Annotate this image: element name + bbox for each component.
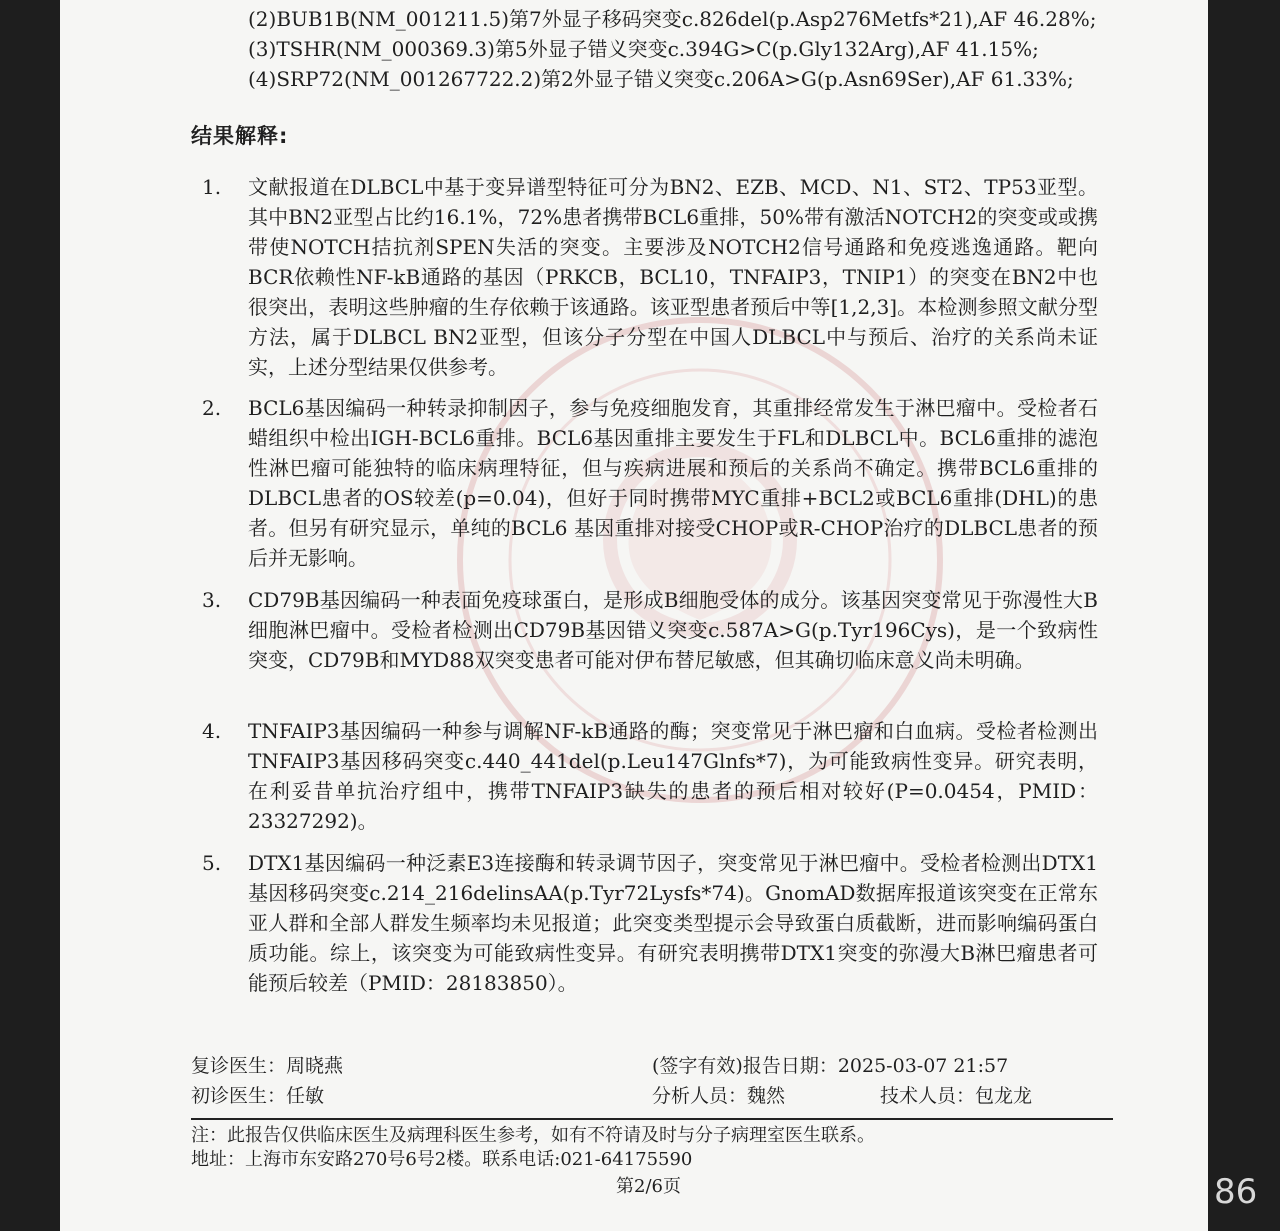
item-number: 1. — [202, 175, 222, 199]
review-doctor: 复诊医生：周晓燕 — [191, 1055, 344, 1077]
analyst: 分析人员：魏然 — [652, 1085, 786, 1107]
address-line: 地址：上海市东安路270号6号2楼。联系电话:021-64175590 — [191, 1149, 693, 1170]
variant-line-4: (4)SRP72(NM_001267722.2)第2外显子错义突变c.206A>G(p.Asn69Ser),AF 61.33%; — [248, 67, 1074, 91]
report-page — [60, 0, 1208, 1231]
item-number: 5. — [202, 851, 222, 875]
disclaimer-note: 注：此报告仅供临床医生及病理科医生参考，如有不符请及时与分子病理室医生联系。 — [191, 1125, 875, 1146]
report-date: (签字有效)报告日期：2025-03-07 21:57 — [652, 1055, 1009, 1077]
variant-line-2: (2)BUB1B(NM_001211.5)第7外显子移码突变c.826del(p.Asp276Metfs*21),AF 46.28%; — [248, 7, 1097, 31]
variant-line-3: (3)TSHR(NM_000369.3)第5外显子错义突变c.394G>C(p.Gly132Arg),AF 41.15%; — [248, 37, 1039, 61]
side-page-number: 86 — [1214, 1172, 1258, 1212]
initial-doctor: 初诊医生：任敏 — [191, 1085, 325, 1107]
item-number: 4. — [202, 719, 222, 743]
page-number: 第2/6页 — [616, 1176, 681, 1197]
section-title: 结果解释: — [191, 124, 289, 148]
item-number: 2. — [202, 396, 222, 420]
item-text: BCL6基因编码一种转录抑制因子，参与免疫细胞发育，其重排经常发生于淋巴瘤中。受检者石蜡组织中检出IGH-BCL6重排。BCL6基因重排主要发生于FL和DLBCL中。BCL6重排的滤泡性淋巴瘤可能独特的临床病理特征，但与疾病进展和预后的关系尚不确定。携带BCL6重排的DLBCL患者的OS较差(p=0.04)，但好于同时携带MYC重排+BCL2或BCL6重排(DHL)的患者。但另有研究显示，单纯的BCL6 基因重排对接受CHOP或R-CHOP治疗的DLBCL患者的预后并无影响。 — [248, 396, 1098, 570]
technician: 技术人员：包龙龙 — [880, 1085, 1033, 1107]
item-text: CD79B基因编码一种表面免疫球蛋白，是形成B细胞受体的成分。该基因突变常见于弥漫性大B细胞淋巴瘤中。受检者检测出CD79B基因错义突变c.587A>G(p.Tyr196Cys)，是一个致病性突变，CD79B和MYD88双突变患者可能对伊布替尼敏感，但其确切临床意义尚未明确。 — [248, 588, 1098, 672]
item-number: 3. — [202, 588, 222, 612]
item-text: DTX1基因编码一种泛素E3连接酶和转录调节因子，突变常见于淋巴瘤中。受检者检测出DTX1基因移码突变c.214_216delinsAA(p.Tyr72Lysfs*74)。GnomAD数据库报道该突变在正常东亚人群和全部人群发生频率均未见报道；此突变类型提示会导致蛋白质截断，进而影响编码蛋白质功能。综上，该突变为可能致病性变异。有研究表明携带DTX1突变的弥漫大B淋巴瘤患者可能预后较差（PMID：28183850）。 — [248, 851, 1098, 995]
footer-divider — [191, 1118, 1113, 1120]
item-text: 文献报道在DLBCL中基于变异谱型特征可分为BN2、EZB、MCD、N1、ST2、TP53亚型。其中BN2亚型占比约16.1%，72%患者携带BCL6重排，50%带有激活NOTCH2的突变或或携带使NOTCH拮抗剂SPEN失活的突变。主要涉及NOTCH2信号通路和免疫逃逸通路。靶向BCR依赖性NF-kB通路的基因（PRKCB，BCL10，TNFAIP3，TNIP1）的突变在BN2中也很突出，表明这些肿瘤的生存依赖于该通路。该亚型患者预后中等[1,2,3]。本检测参照文献分型方法，属于DLBCL BN2亚型，但该分子分型在中国人DLBCL中与预后、治疗的关系尚未证实，上述分型结果仅供参考。 — [248, 175, 1098, 379]
item-text: TNFAIP3基因编码一种参与调解NF-kB通路的酶；突变常见于淋巴瘤和白血病。受检者检测出TNFAIP3基因移码突变c.440_441del(p.Leu147Glnfs*7)，为可能致病性变异。研究表明，在利妥昔单抗治疗组中，携带TNFAIP3缺失的患者的预后相对较好(P=0.0454，PMID：23327292)。 — [248, 719, 1098, 833]
